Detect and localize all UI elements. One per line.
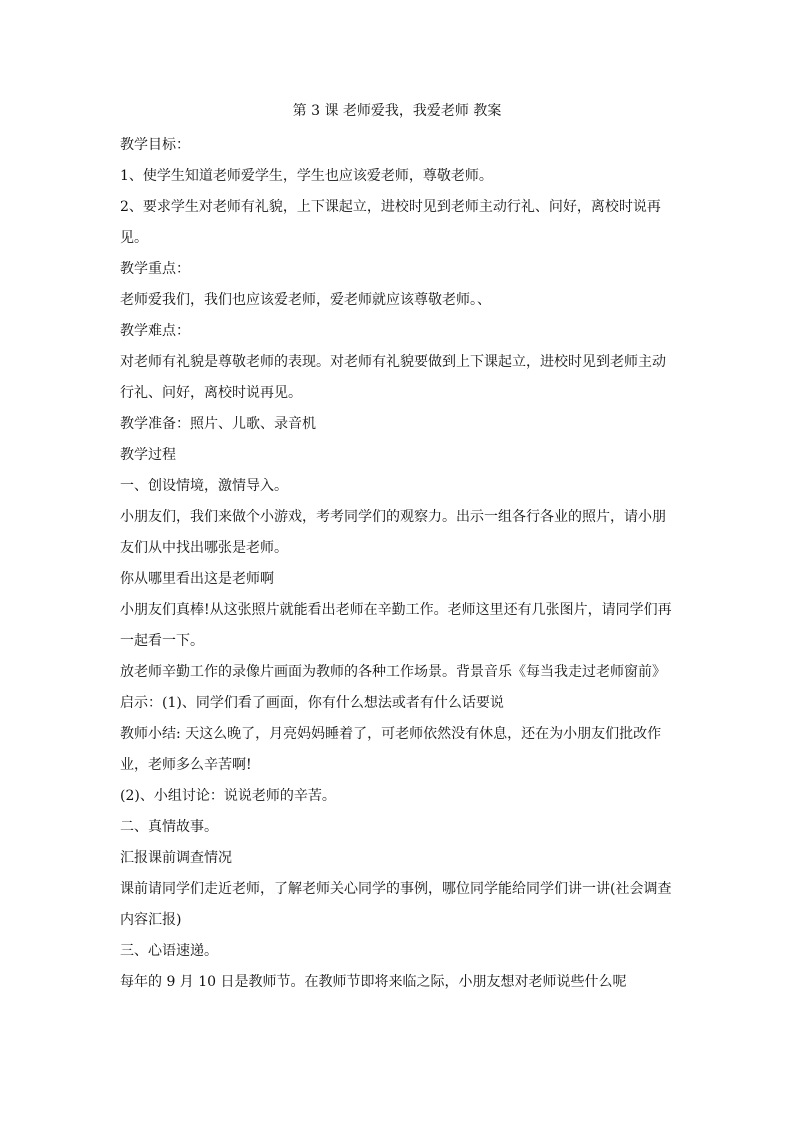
paragraph-difficulties-heading: 教学难点： [120, 323, 190, 339]
document-body [120, 130, 678, 998]
paragraph-objective-1: 1、使学生知道老师爱学生，学生也应该爱老师，尊敬老师。 [120, 168, 493, 184]
paragraph-survey-detail: 课前请同学们走近老师，了解老师关心同学的事例，哪位同学能给同学们讲一讲(社会调查内容汇报) [120, 881, 672, 928]
paragraph-objective-2: 2、要求学生对老师有礼貌，上下课起立，进校时见到老师主动行礼、问好，离校时说再见。 [120, 199, 661, 246]
paragraph-teachers-day: 每年的 9 月 10 日是教师节。在教师节即将来临之际，小朋友想对老师说些什么呢 [120, 974, 627, 990]
paragraph-game-intro: 小朋友们，我们来做个小游戏，考考同学们的观察力。出示一组各行各业的照片，请小朋友们从中找出哪张是老师。 [120, 509, 666, 556]
paragraph-section-1-heading: 一、创设情境，激情导入。 [120, 478, 288, 494]
paragraph-video: 放老师辛勤工作的录像片画面为教师的各种工作场景。背景音乐《每当我走过老师窗前》 [120, 664, 666, 680]
document-title: 第 3 课 老师爱我，我爱老师 教案 [292, 103, 502, 119]
paragraph-key-points-heading: 教学重点： [120, 261, 190, 277]
paragraph-section-3-heading: 三、心语速递。 [120, 943, 218, 959]
paragraph-survey-report: 汇报课前调查情况 [120, 850, 232, 866]
paragraph-process-heading: 教学过程 [120, 447, 176, 463]
paragraph-key-points: 老师爱我们，我们也应该爱老师，爱老师就应该尊敬老师。、 [120, 292, 491, 308]
paragraph-inspiration: 启示：(1)、同学们看了画面，你有什么想法或者有什么话要说 [120, 695, 504, 711]
paragraph-group-discussion: (2)、小组讨论：说说老师的辛苦。 [120, 788, 336, 804]
paragraph-section-2-heading: 二、真情故事。 [120, 819, 218, 835]
paragraph-question: 你从哪里看出这是老师啊 [120, 571, 274, 587]
paragraph-praise: 小朋友们真棒!从这张照片就能看出老师在辛勤工作。老师这里还有几张图片，请同学们再一起看一下。 [120, 602, 672, 649]
paragraph-preparation: 教学准备：照片、儿歌、录音机 [120, 416, 316, 432]
paragraph-difficulties: 对老师有礼貌是尊敬老师的表现。对老师有礼貌要做到上下课起立，进校时见到老师主动行礼、问好，离校时说再见。 [120, 354, 666, 401]
paragraph-teacher-summary: 教师小结: 天这么晚了，月亮妈妈睡着了，可老师依然没有休息，还在为小朋友们批改作业，老师多么辛苦啊! [120, 726, 662, 773]
paragraph-objectives-heading: 教学目标： [120, 137, 190, 153]
